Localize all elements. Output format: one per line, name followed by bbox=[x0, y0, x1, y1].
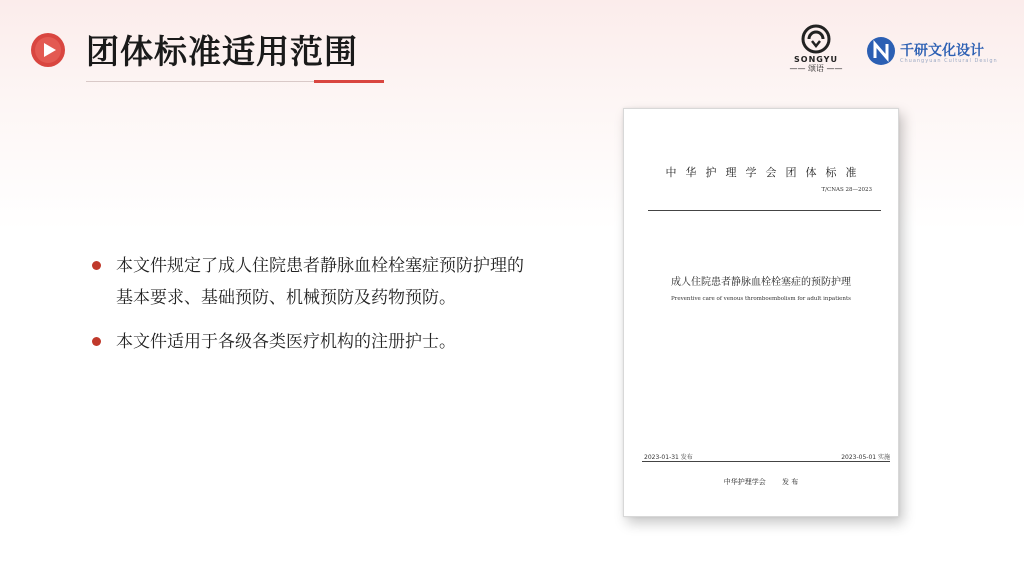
doc-standard-code: T/CNAS 28—2023 bbox=[821, 187, 872, 193]
doc-effective-date: 2023-05-01 实施 bbox=[841, 454, 890, 461]
play-icon bbox=[31, 33, 65, 67]
bullet-line: 本文件适用于各级各类医疗机构的注册护士。 bbox=[116, 332, 456, 352]
songyu-logo-cn: —— 颂语 —— bbox=[789, 64, 843, 73]
bullet-dot bbox=[92, 261, 101, 270]
title-accent-bar bbox=[314, 80, 384, 83]
doc-publisher: 中华护理学会 bbox=[723, 478, 766, 486]
qianyan-logo-subtitle: Chuangyuan Cultural Design bbox=[900, 58, 998, 64]
qianyan-logo bbox=[866, 36, 996, 68]
songyu-logo-name: SONGYU bbox=[794, 55, 838, 64]
songyu-logo bbox=[786, 24, 846, 74]
doc-title-en: Preventive care of venous thromboembolism for adult inpatients bbox=[670, 296, 851, 302]
doc-top-rule bbox=[648, 210, 881, 211]
doc-bottom-rule bbox=[642, 461, 890, 462]
bullet-dot bbox=[92, 337, 101, 346]
bullet-line: 本文件规定了成人住院患者静脉血栓栓塞症预防护理的 bbox=[116, 256, 524, 276]
bullet-item bbox=[90, 250, 590, 314]
songyu-logo-icon bbox=[801, 24, 831, 54]
doc-publish-label: 发 布 bbox=[782, 478, 799, 486]
qianyan-logo-name: 千研文化设计 bbox=[900, 43, 984, 59]
doc-footer bbox=[624, 477, 898, 487]
standard-document-cover bbox=[623, 108, 899, 517]
title-underline bbox=[86, 81, 314, 82]
page-title: 团体标准适用范围 bbox=[86, 32, 358, 71]
doc-title-cn: 成人住院患者静脉血栓栓塞症的预防护理 bbox=[671, 277, 851, 288]
doc-issue-date: 2023-01-31 发布 bbox=[644, 454, 693, 461]
bullet-line: 基本要求、基础预防、机械预防及药物预防。 bbox=[116, 288, 456, 308]
bullet-list bbox=[90, 250, 590, 370]
bullet-item bbox=[90, 326, 590, 358]
qianyan-logo-icon bbox=[866, 36, 896, 66]
doc-organization-title: 中华护理学会团体标准 bbox=[665, 166, 866, 179]
